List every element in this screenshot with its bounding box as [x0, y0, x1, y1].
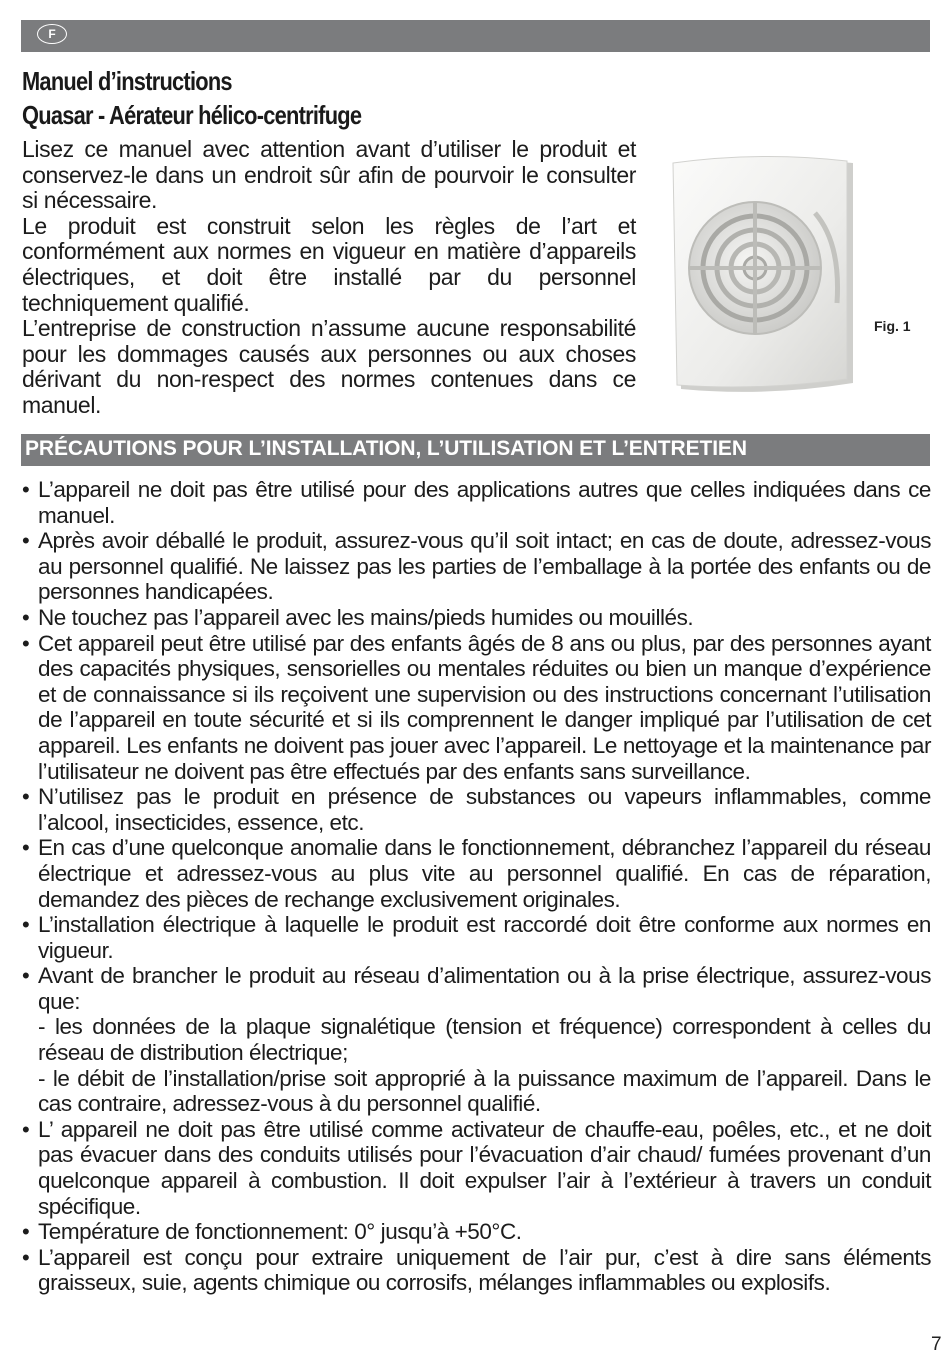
list-item: • L’appareil ne doit pas être utilisé pour des applications autres que celles indiquées dans ce manuel. — [22, 477, 931, 528]
page-number: 7 — [931, 1334, 942, 1355]
product-title: Quasar - Aérateur hélico-centrifuge — [22, 100, 362, 130]
header-bar — [21, 20, 930, 52]
manual-title: Manuel d’instructions — [22, 66, 232, 96]
intro-paragraph: Lisez ce manuel avec attention avant d’utiliser le produit et conservez-le dans un endroit sûr afin de pourvoir le consulter si nécessaire. — [22, 136, 636, 214]
fan-illustration — [665, 153, 865, 398]
list-item: • Cet appareil peut être utilisé par des enfants âgés de 8 ans ou plus, par des personnes ayant des capacités physiques, sensorielles ou mentales réduites ou bien un manque d’expérience et de connaissance si ils reçoivent une supervision ou des instructions concernant l’utilisation de l’appareil en toute sécurité et si ils comprennent le danger impliqué par l’utilisation de cet appareil. Les enfants ne doivent pas jouer avec l’appareil. Le nettoyage et la maintenance par l’utilisateur ne doivent pas être effectués par des enfants sans surveillance. — [22, 631, 931, 785]
precautions-list — [22, 477, 931, 1296]
list-item: • Après avoir déballé le produit, assurez-vous qu’il soit intact; en cas de doute, adressez-vous au personnel qualifié. Ne laissez pas les parties de l’emballage à la portée des enfants ou de personnes handicapées. — [22, 528, 931, 605]
intro-text — [22, 137, 636, 419]
list-item: • L’ appareil ne doit pas être utilisé comme activateur de chauffe-eau, poêles, etc., et ne doit pas évacuer dans des conduits utilisés pour l’évacuation d’air chaud/ fumées provenant d’un quelconque appareil à combustion. Il doit expulser l’air à l’extérieur à travers un conduit spécifique. — [22, 1117, 931, 1219]
sub-item: - le débit de l’installation/prise soit approprié à la puissance maximum de l’appareil. Dans le cas contraire, adressez-vous à du personnel qualifié. — [38, 1065, 931, 1117]
list-item: • L’installation électrique à laquelle le produit est raccordé doit être conforme aux normes en vigueur. — [22, 912, 931, 963]
section-header — [21, 434, 930, 466]
list-item: • En cas d’une quelconque anomalie dans le fonctionnement, débranchez l’appareil du réseau électrique et adressez-vous au plus vite au personnel qualifié. En cas de réparation, demandez des pièces de rechange exclusivement originales. — [22, 835, 931, 912]
list-item-text: Avant de brancher le produit au réseau d’alimentation ou à la prise électrique, assurez-vous que: — [38, 963, 931, 1014]
language-badge: F — [37, 24, 67, 44]
list-item: • Température de fonctionnement: 0° jusqu’à +50°C. — [22, 1219, 931, 1245]
sub-item: - les données de la plaque signalétique (tension et fréquence) correspondent à celles du réseau de distribution électrique; — [38, 1014, 931, 1066]
list-item — [22, 963, 931, 1117]
intro-paragraph: L’entreprise de construction n’assume aucune responsabilité pour les dommages causés aux personnes ou aux choses dérivant du non-respect des normes contenues dans ce manuel. — [22, 315, 636, 418]
figure-label: Fig. 1 — [874, 318, 911, 334]
intro-paragraph: Le produit est construit selon les règles de l’art et conformément aux normes en vigueur en matière d’appareils électriques, et doit être installé par du personnel techniquement qualifié. — [22, 212, 636, 316]
list-item: • N’utilisez pas le produit en présence de substances ou vapeurs inflammables, comme l’alcool, insecticides, essence, etc. — [22, 784, 931, 835]
list-item: • Ne touchez pas l’appareil avec les mains/pieds humides ou mouillés. — [22, 605, 931, 631]
list-item: • L’appareil est conçu pour extraire uniquement de l’air pur, c’est à dire sans éléments graisseux, suie, agents chimique ou corrosifs, mélanges inflammables ou explosifs. — [22, 1245, 931, 1296]
section-title: PRÉCAUTIONS POUR L’INSTALLATION, L’UTILISATION ET L’ENTRETIEN — [25, 437, 747, 460]
